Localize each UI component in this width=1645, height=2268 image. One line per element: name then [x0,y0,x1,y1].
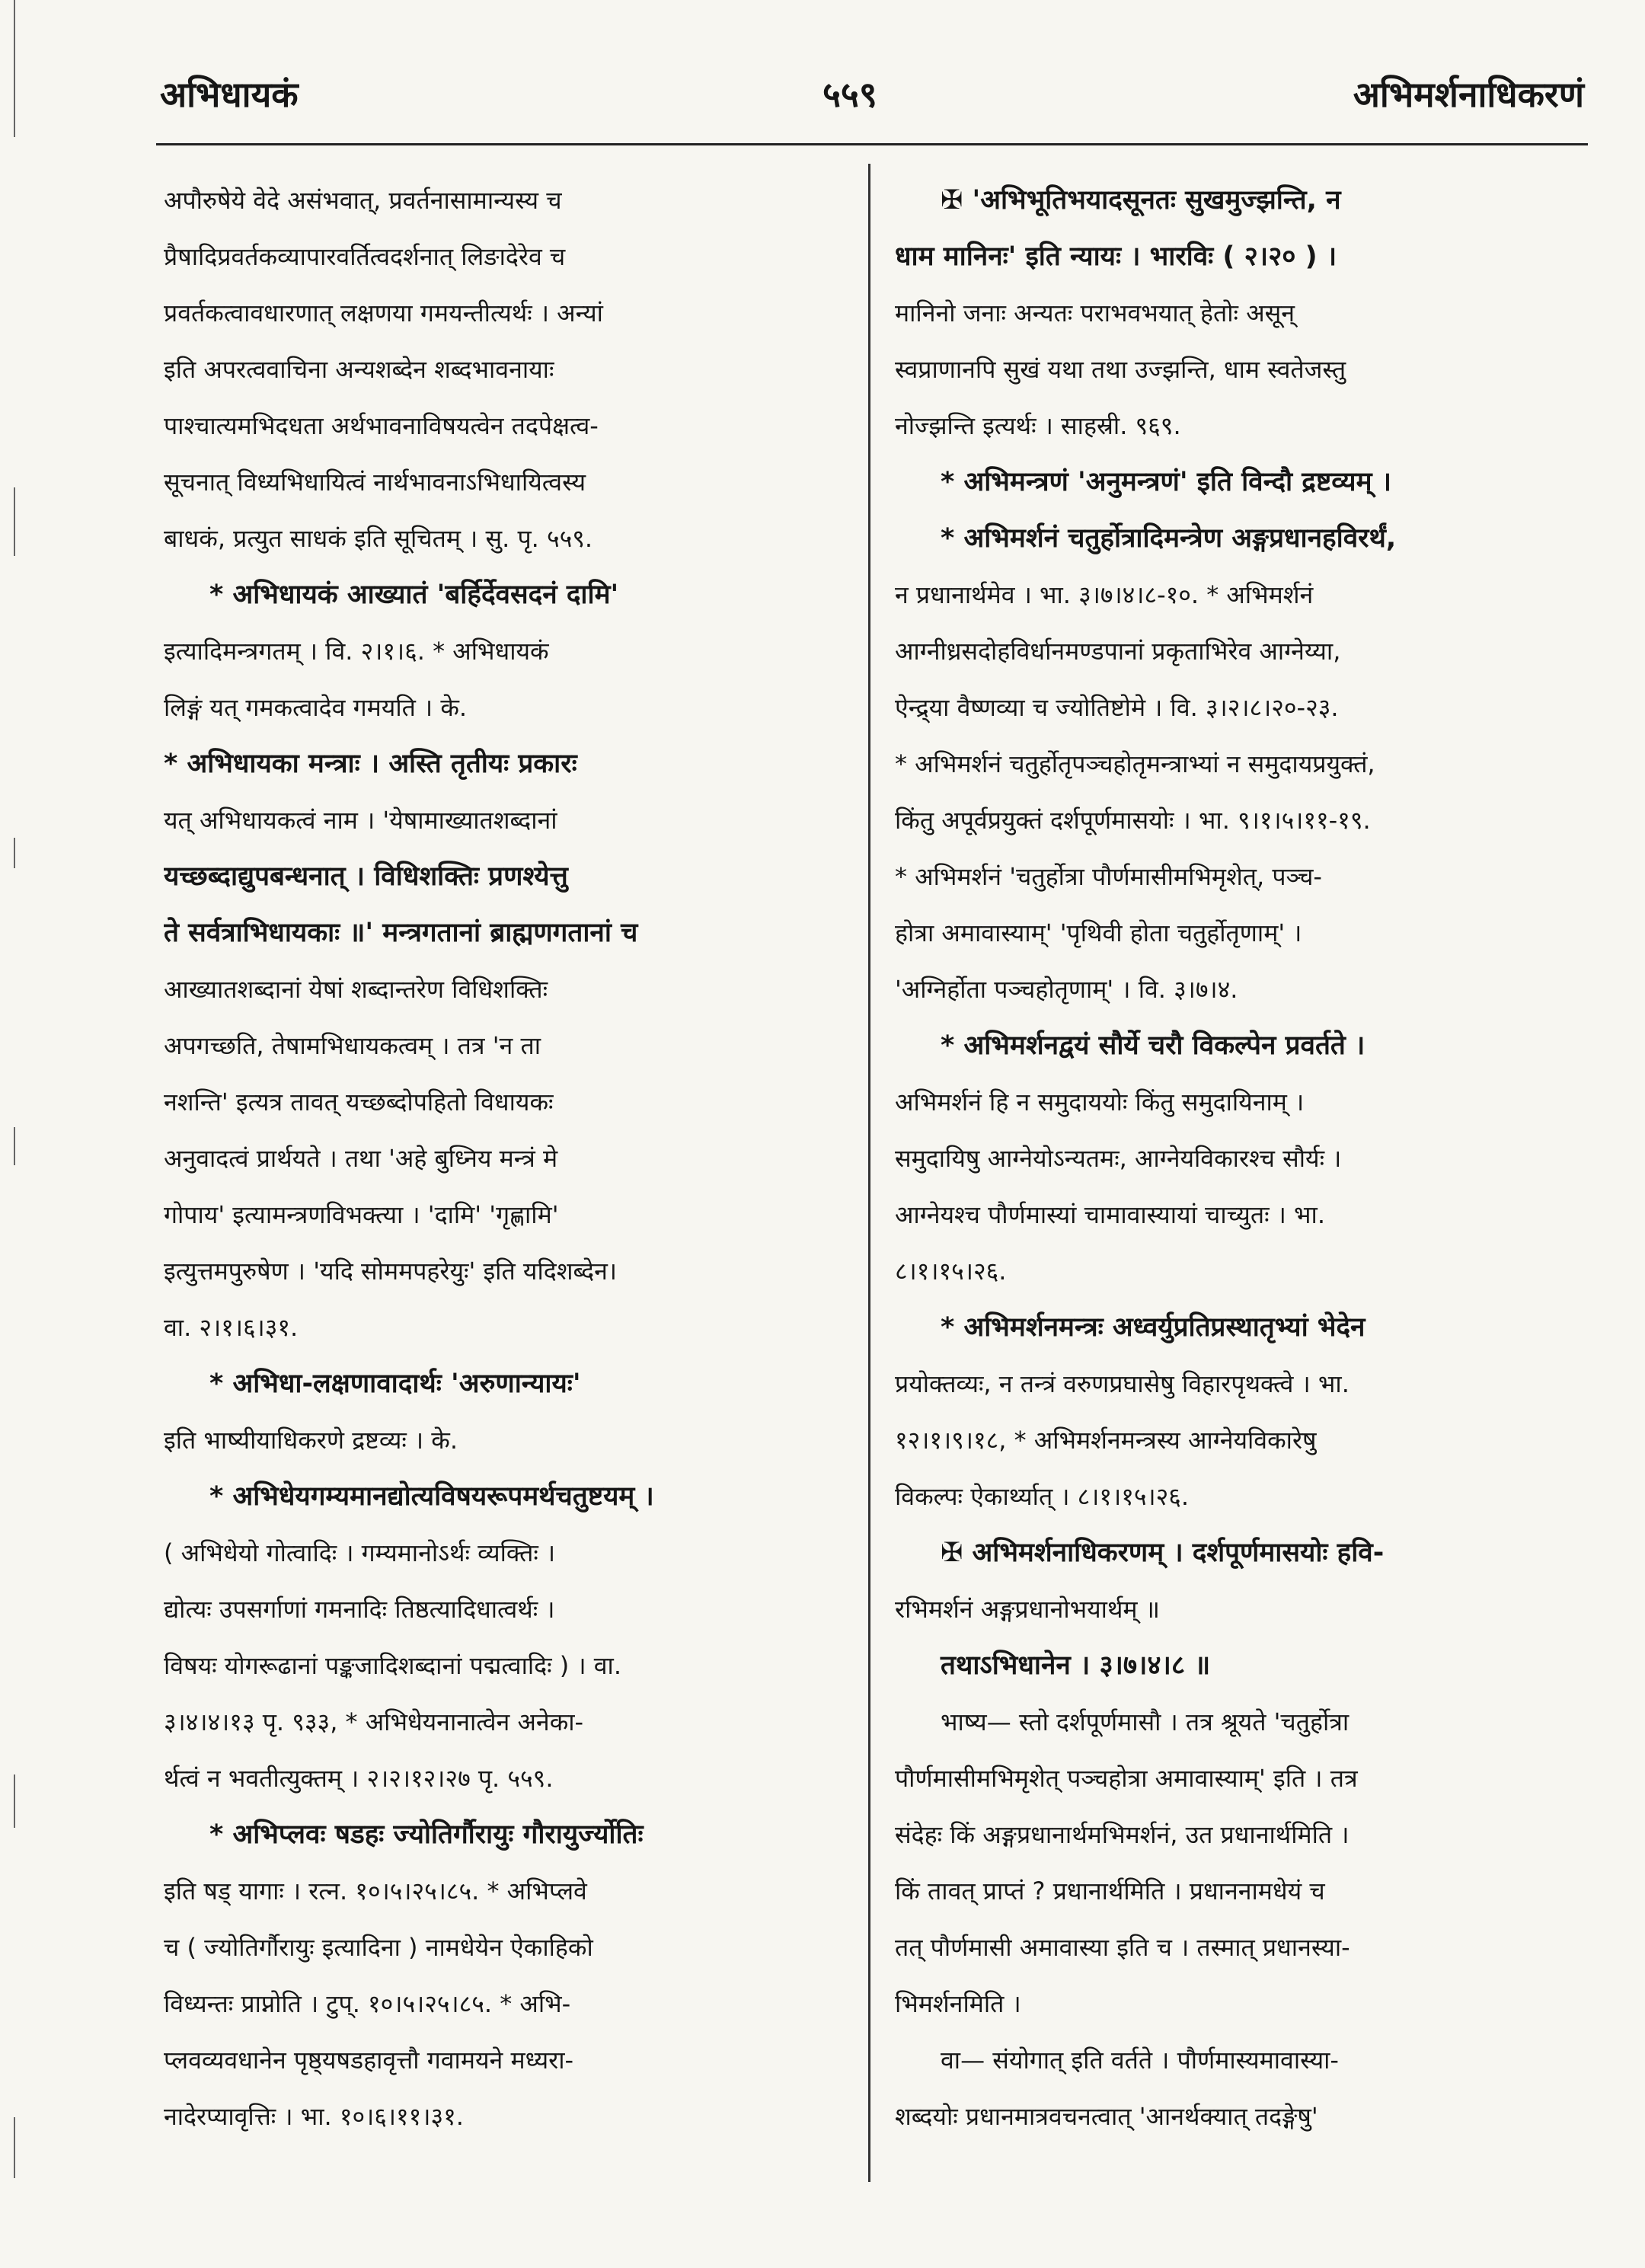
text-line: किंतु अपूर्वप्रयुक्तं दर्शपूर्णमासयोः । भा. ९।१।५।११-१९. [895,806,1371,835]
text-line: आख्यातशब्दानां येषां शब्दान्तरेण विधिशक्तिः [164,975,548,1004]
text-line: स्वप्राणानपि सुखं यथा तथा उज्झन्ति, धाम स्वतेजस्तु [895,355,1346,384]
margin-mark [14,1127,15,1165]
text-line: विषयः योगरूढानां पङ्कजादिशब्दानां पद्मत्वादिः ) । वा. [164,1651,622,1680]
margin-mark [14,838,15,868]
text-line: इत्युत्तमपुरुषेण । 'यदि सोममपहरेयुः' इति यदिशब्देन। [164,1257,618,1286]
text-line: ऐन्द्र्या वैष्णव्या च ज्योतिष्टोमे । वि. ३।२।८।२०-२३. [895,693,1339,722]
text-line: ३।४।४।१३ पृ. ९३३, * अभिधेयनानात्वेन अनेका- [164,1707,584,1736]
sutra-line: तथाऽभिधानेन । ३।७।४।८ ॥ [941,1650,1211,1681]
text-line: गोपाय' इत्यामन्त्रणविभक्त्या । 'दामि' 'गृह्णामि' [164,1200,559,1229]
text-line: 'अग्निर्होता पञ्चहोतृणाम्' । वि. ३।७।४. [895,975,1238,1004]
text-line: प्रवर्तकत्वावधारणात् लक्षणया गमयन्तीत्यर्थः । अन्यां [164,299,603,327]
text-line: १२।१।९।१८, * अभिमर्शनमन्त्रस्य आग्नेयविकारेषु [895,1426,1317,1455]
text-line: आग्नीध्रसदोहविर्धानमण्डपानां प्रकृताभिरेव आग्नेय्या, [895,637,1341,666]
margin-mark [14,487,15,556]
text-line: समुदायिषु आग्नेयोऽन्यतमः, आग्नेयविकारश्च सौर्यः । [895,1144,1342,1173]
text-line: विकल्पः ऐकार्थ्यात् । ८।१।१५।२६. [895,1482,1190,1511]
text-line: शब्दयोः प्रधानमात्रवचनत्वात् 'आनर्थक्यात् तदङ्गेषु' [895,2102,1318,2131]
text-line: तत् पौर्णमासी अमावास्या इति च । तस्मात् प्रधानस्या- [895,1933,1350,1962]
text-line: * अभिमर्शनं चतुर्होतृपञ्चहोतृमन्त्राभ्यां न समुदायप्रयुक्तं, [895,749,1375,778]
entry-line: * अभिधा-लक्षणावादार्थः 'अरुणान्यायः' [209,1369,581,1399]
text-line: मानिनो जनाः अन्यतः पराभवभयात् हेतोः असून् [895,299,1295,327]
text-line: किं तावत् प्राप्तं ? प्रधानार्थमिति । प्रधाननामधेयं च [895,1877,1325,1905]
text-line: च ( ज्योतिर्गौरायुः इत्यादिना ) नामधेयेन ऐकाहिको [164,1933,593,1962]
entry-line: * अभिमर्शनमन्त्रः अध्वर्युप्रतिप्रस्थातृभ्यां भेदेन [941,1312,1366,1343]
text-line: पौर्णमासीमभिमृशेत् पञ्चहोत्रा अमावास्याम्' इति । तत्र [895,1764,1358,1793]
right-column [895,172,1580,2145]
text-line: अभिमर्शनं हि न समुदाययोः किंतु समुदायिनाम् । [895,1088,1305,1116]
text-line: लिङ्गं यत् गमकत्वादेव गमयति । के. [164,693,468,722]
text-line: बाधकं, प्रत्युत साधकं इति सूचितम् । सु. पृ. ५५९. [164,524,593,553]
text-line: न प्रधानार्थमेव । भा. ३।७।४।८-१०. * अभिमर्शनं [895,580,1314,609]
text-line: सूचनात् विध्यभिधायित्वं नार्थभावनाऽभिधायित्वस्य [164,468,586,497]
text-line: पाश्चात्यमभिदधता अर्थभावनाविषयत्वेन तदपेक्षत्व- [164,411,599,440]
entry-line: ✠ 'अभिभूतिभयादसूनतः सुखमुज्झन्ति, न [941,185,1341,216]
entry-line: * अभिधेयगम्यमानद्योत्यविषयरूपमर्थचतुष्टयम् । [209,1481,654,1512]
header-left-keyword: अभिधायकं [160,74,299,115]
entry-line: धाम मानिनः' इति न्यायः । भारविः ( २।२० ) । [895,241,1337,272]
text-line: संदेहः किं अङ्गप्रधानार्थमभिमर्शनं, उत प्रधानार्थमिति । [895,1820,1350,1849]
header-right-keyword: अभिमर्शनाधिकरणं [1353,74,1584,115]
text-line: नशन्ति' इत्यत्र तावत् यच्छब्दोपहितो विधायकः [164,1088,554,1116]
page-header [160,70,1584,131]
text-line: भिमर्शनमिति । [895,1989,1021,2018]
text-line: होत्रा अमावास्याम्' 'पृथिवी होता चतुर्होतृणाम्' । [895,918,1302,947]
verse-line: यच्छब्दाद्युपबन्धनात् । विधिशक्तिः प्रणश्येत्तु [164,861,568,892]
text-line: यत् अभिधायकत्वं नाम । 'येषामाख्यातशब्दानां [164,806,557,835]
margin-mark [14,2117,15,2178]
text-line: प्रैषादिप्रवर्तकव्यापारवर्तित्वदर्शनात् लिङादेरेव च [164,242,566,271]
text-line: प्रयोक्तव्यः, न तन्त्रं वरुणप्रघासेषु विहारपृथक्त्वे । भा. [895,1369,1350,1398]
text-line: वा. २।१।६।३१. [164,1313,299,1342]
text-line: द्योत्यः उपसर्गाणां गमनादिः तिष्ठत्यादिधात्वर्थः । [164,1595,555,1624]
text-line: अपौरुषेये वेदे असंभवात्, प्रवर्तनासामान्यस्य च [164,186,562,215]
margin-mark [14,1774,15,1828]
text-line: अपगच्छति, तेषामभिधायकत्वम् । तत्र 'न ता [164,1031,541,1060]
text-line: अनुवादत्वं प्रार्थयते । तथा 'अहे बुध्निय मन्त्रं मे [164,1144,558,1173]
text-line: ( अभिधेयो गोत्वादिः । गम्यमानोऽर्थः व्यक्तिः । [164,1538,556,1567]
entry-line: * अभिधायकं आख्यातं 'बर्हिर्देवसदनं दामि' [209,580,619,610]
text-line: नोज्झन्ति इत्यर्थः । साहस्री. ९६९. [895,411,1181,440]
left-column [164,172,849,2145]
text-line: ८।१।१५।२६. [895,1257,1007,1286]
entry-line: * अभिमर्शनद्वयं सौर्ये चरौ विकल्पेन प्रवर्तते । [941,1030,1366,1061]
entry-line: ✠ अभिमर्शनाधिकरणम् । दर्शपूर्णमासयोः हवि- [941,1538,1385,1568]
text-line: प्लवव्यवधानेन पृष्ठ्यषडहावृत्तौ गवामयने मध्यरा- [164,2046,574,2075]
margin-mark [14,0,15,137]
text-line: वा— संयोगात् इति वर्तते । पौर्णमास्यमावास्या- [941,2046,1339,2075]
text-line: इति भाष्यीयाधिकरणे द्रष्टव्यः । के. [164,1426,458,1455]
text-line: आग्नेयश्च पौर्णमास्यां चामावास्यायां चाच्युतः । भा. [895,1200,1326,1229]
column-divider [868,164,870,2182]
text-line: विध्यन्तः प्राप्नोति । टुप्. १०।५।२५।८५. * अभि- [164,1989,571,2018]
entry-line: * अभिमर्शनं चतुर्होत्रादिमन्त्रेण अङ्गप्रधानहविरर्थं, [941,523,1397,554]
verse-line: ते सर्वत्राभिधायकाः ॥' मन्त्रगतानां ब्राह्मणगतानां च [164,918,638,948]
text-line: इति षड् यागाः । रत्न. १०।५।२५।८५. * अभिप्लवे [164,1877,587,1905]
text-line: इत्यादिमन्त्रगतम् । वि. २।१।६. * अभिधायकं [164,637,549,666]
text-line: र्थत्वं न भवतीत्युक्तम् । २।२।१२।२७ पृ. ५५९. [164,1764,554,1793]
text-line: नादेरप्यावृत्तिः । भा. १०।६।११।३१. [164,2102,464,2131]
text-line: भाष्य— स्तो दर्शपूर्णमासौ । तत्र श्रूयते 'चतुर्होत्रा [941,1707,1350,1736]
text-line: * अभिमर्शनं 'चतुर्होत्रा पौर्णमासीमभिमृशेत्, पञ्च- [895,862,1322,891]
text-line: रभिमर्शनं अङ्गप्रधानोभयार्थम् ॥ [895,1595,1160,1624]
text-line: इति अपरत्ववाचिना अन्यशब्देन शब्दभावनायाः [164,355,554,384]
header-rule [156,143,1588,145]
entry-line: * अभिधायका मन्त्राः । अस्ति तृतीयः प्रकारः [164,749,577,779]
entry-line: * अभिमन्त्रणं 'अनुमन्त्रणं' इति विन्दौ द्रष्टव्यम् । [941,467,1391,497]
entry-line: * अभिप्लवः षडहः ज्योतिर्गौरायुः गौरायुर्ज्योतिः [209,1819,644,1850]
page-number: ५५९ [822,74,877,115]
